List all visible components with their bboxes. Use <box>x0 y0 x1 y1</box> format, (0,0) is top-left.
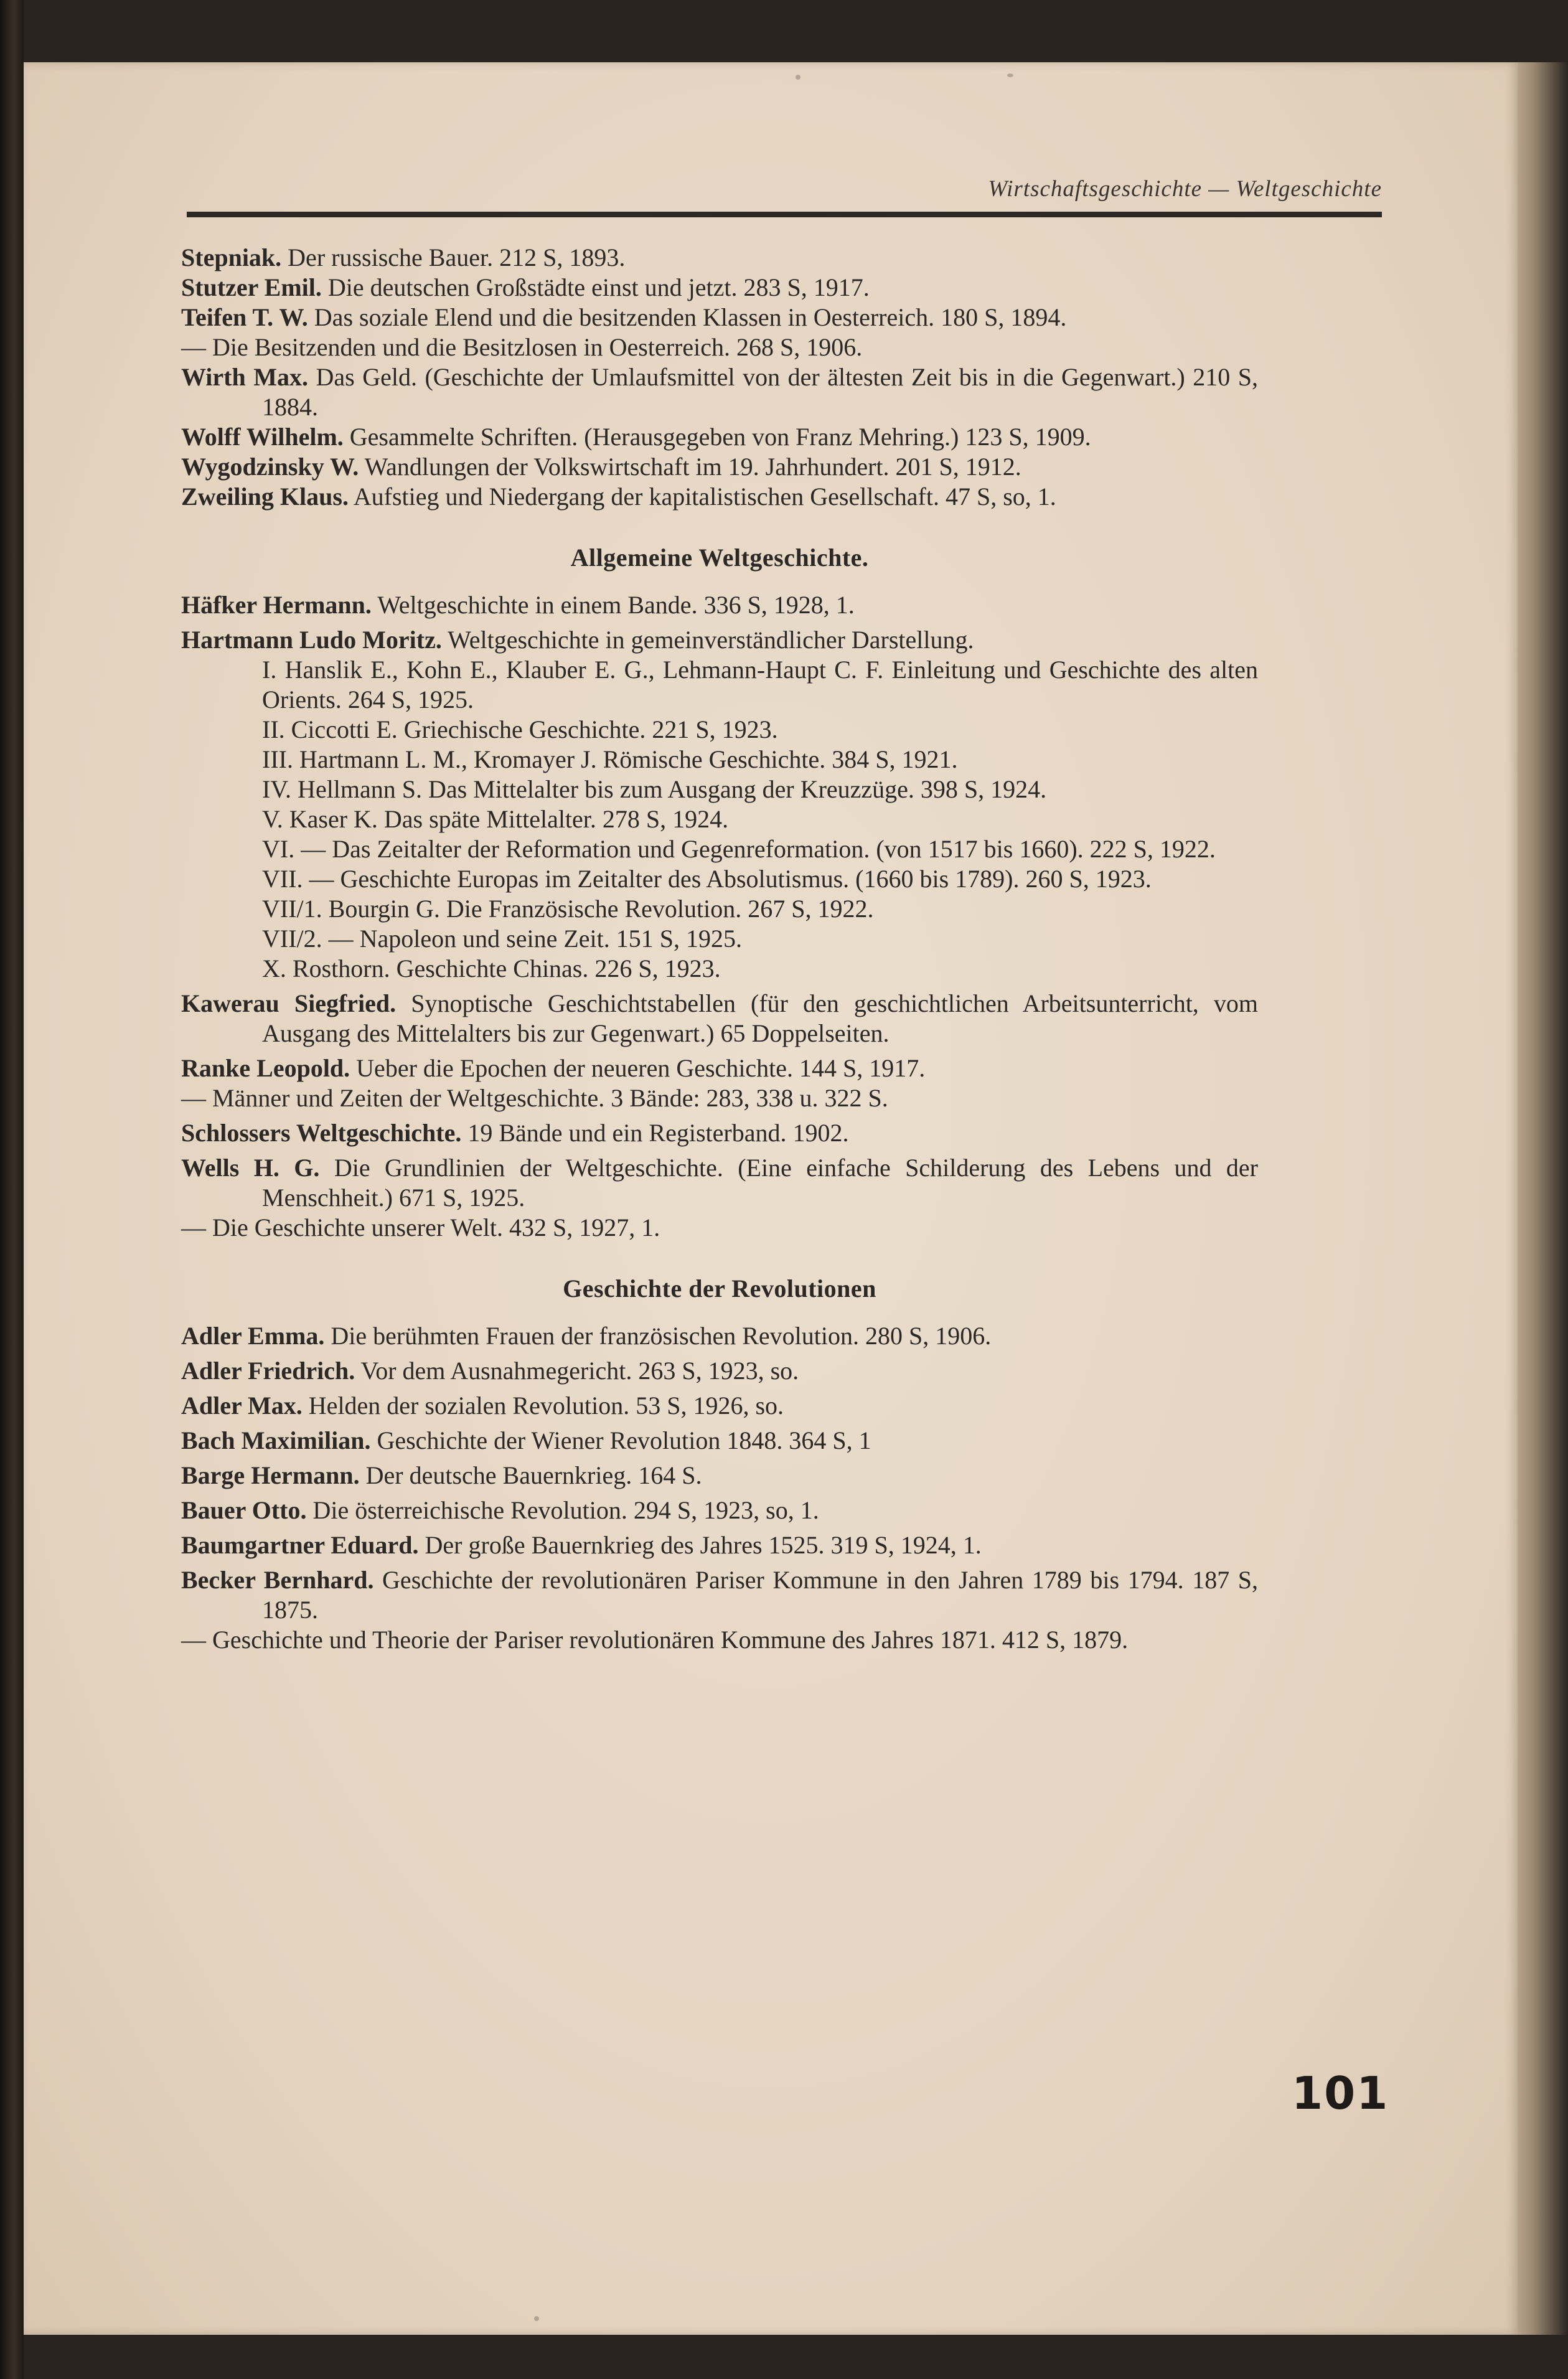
bib-entry: Adler Max. Helden der sozialen Revolution. 53 S, 1926, so. <box>181 1392 784 1420</box>
print-speck <box>796 75 800 80</box>
running-head: Wirtschaftsgeschichte — Weltgeschichte <box>988 176 1382 202</box>
bib-subentry: VII/2. — Napoleon und seine Zeit. 151 S, 1925. <box>262 925 742 953</box>
bib-entry: Baumgartner Eduard. Der große Bauernkrieg des Jahres 1525. 319 S, 1924, 1. <box>181 1531 982 1559</box>
section-heading: Allgemeine Weltgeschichte. <box>570 544 869 572</box>
bib-subentry: X. Rosthorn. Geschichte Chinas. 226 S, 1923. <box>262 954 721 982</box>
bib-entry: Bauer Otto. Die österreichische Revolution. 294 S, 1923, so, 1. <box>181 1496 819 1524</box>
header-rule <box>187 212 1382 217</box>
bib-entry: Stutzer Emil. Die deutschen Großstädte einst und jetzt. 283 S, 1917. <box>181 273 870 301</box>
section-heading: Geschichte der Revolutionen <box>563 1274 876 1303</box>
page-number: 101 <box>1292 2067 1389 2119</box>
bib-entry: Zweiling Klaus. Aufstieg und Niedergang der kapitalistischen Gesellschaft. 47 S, so, 1. <box>181 483 1056 511</box>
bib-subentry: IV. Hellmann S. Das Mittelalter bis zum Ausgang der Kreuzzüge. 398 S, 1924. <box>262 775 1047 803</box>
bib-entry: Adler Emma. Die berühmten Frauen der französischen Revolution. 280 S, 1906. <box>181 1322 992 1350</box>
bib-entry: Teifen T. W. Das soziale Elend und die besitzenden Klassen in Oesterreich. 180 S, 1894. <box>181 303 1067 331</box>
bibliography-content <box>181 243 1258 1655</box>
bib-entry: — Geschichte und Theorie der Pariser revolutionären Kommune des Jahres 1871. 412 S, 1879. <box>181 1626 1129 1654</box>
bib-entry: Barge Hermann. Der deutsche Bauernkrieg. 164 S. <box>181 1461 702 1489</box>
bib-subentry: I. Hanslik E., Kohn E., Klauber E. G., Lehmann-Haupt C. F. Einleitung und Geschichte des alten Orients. 264 S, 1925. <box>262 656 1258 714</box>
bib-entry: Hartmann Ludo Moritz. Weltgeschichte in gemeinverständlicher Darstellung. <box>181 626 974 654</box>
bib-entry: Häfker Hermann. Weltgeschichte in einem Bande. 336 S, 1928, 1. <box>181 591 855 619</box>
bib-entry: Wells H. G. Die Grundlinien der Weltgeschichte. (Eine einfache Schilderung des Lebens und der Menschheit.) 671 S, 1925. <box>181 1154 1258 1212</box>
book-spine <box>0 0 24 2379</box>
bib-subentry: III. Hartmann L. M., Kromayer J. Römische Geschichte. 384 S, 1921. <box>262 745 958 773</box>
print-speck <box>534 2316 539 2321</box>
bib-entry: — Die Geschichte unserer Welt. 432 S, 1927, 1. <box>181 1213 660 1241</box>
bib-entry: — Männer und Zeiten der Weltgeschichte. 3 Bände: 283, 338 u. 322 S. <box>181 1084 888 1112</box>
bib-entry: Ranke Leopold. Ueber die Epochen der neueren Geschichte. 144 S, 1917. <box>181 1054 926 1082</box>
bib-entry: Wirth Max. Das Geld. (Geschichte der Umlaufsmittel von der ältesten Zeit bis in die Gegenwart.) 210 S, 1884. <box>181 363 1259 421</box>
bib-entry: Stepniak. Der russische Bauer. 212 S, 1893. <box>181 243 626 271</box>
bib-subentry: V. Kaser K. Das späte Mittelalter. 278 S, 1924. <box>262 805 729 833</box>
print-speck <box>1007 73 1013 77</box>
bib-entry: Wygodzinsky W. Wandlungen der Volkswirtschaft im 19. Jahrhundert. 201 S, 1912. <box>181 453 1021 481</box>
bib-entry: Wolff Wilhelm. Gesammelte Schriften. (Herausgegeben von Franz Mehring.) 123 S, 1909. <box>181 423 1091 451</box>
bib-subentry: VI. — Das Zeitalter der Reformation und Gegenreformation. (von 1517 bis 1660). 222 S, 1922. <box>262 835 1216 863</box>
bib-entry: Adler Friedrich. Vor dem Ausnahmegericht. 263 S, 1923, so. <box>181 1357 799 1385</box>
bib-entry: — Die Besitzenden und die Besitzlosen in Oesterreich. 268 S, 1906. <box>181 333 863 361</box>
bib-subentry: VII. — Geschichte Europas im Zeitalter des Absolutismus. (1660 bis 1789). 260 S, 1923. <box>262 865 1152 893</box>
page-edge <box>1518 62 1568 2335</box>
bib-subentry: II. Ciccotti E. Griechische Geschichte. 221 S, 1923. <box>262 715 778 743</box>
bib-entry: Kawerau Siegfried. Synoptische Geschichtstabellen (für den geschichtlichen Arbeitsunterricht, vom Ausgang des Mittelalters bis zur Gegenwart.) 65 Doppelseiten. <box>181 989 1258 1047</box>
bib-subentry: VII/1. Bourgin G. Die Französische Revolution. 267 S, 1922. <box>262 895 874 923</box>
bib-entry: Schlossers Weltgeschichte. 19 Bände und ein Registerband. 1902. <box>181 1119 849 1147</box>
section-wirtschaftsgeschichte <box>181 243 1258 512</box>
bib-entry: Bach Maximilian. Geschichte der Wiener Revolution 1848. 364 S, 1 <box>181 1426 871 1454</box>
section-allgemeine-weltgeschichte <box>181 543 1258 1243</box>
bib-entry: Becker Bernhard. Geschichte der revolutionären Pariser Kommune in den Jahren 1789 bis 1794. 187 S, 1875. <box>181 1566 1259 1624</box>
section-geschichte-der-revolutionen <box>181 1274 1258 1655</box>
